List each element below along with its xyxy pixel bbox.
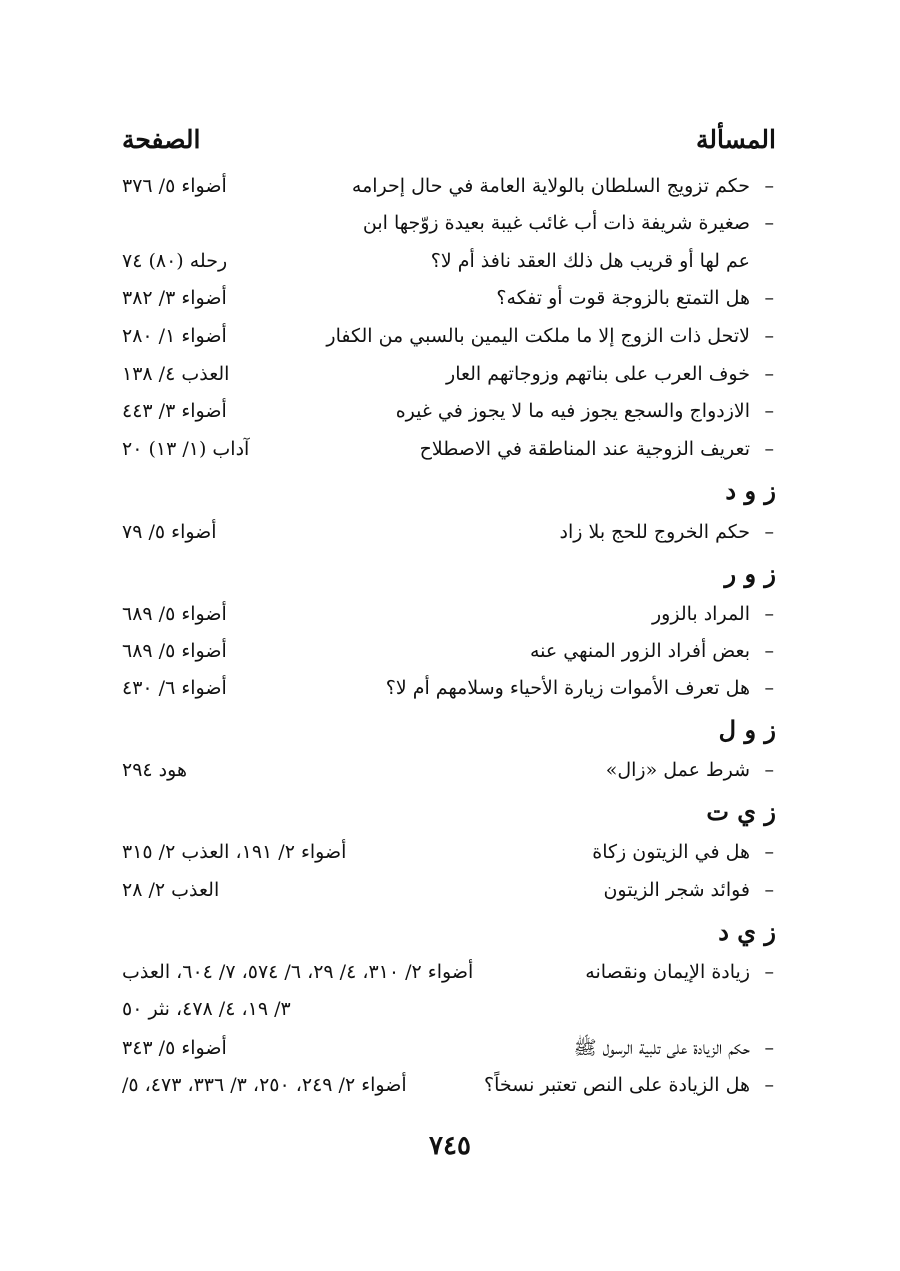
entry-dash: – (764, 175, 774, 197)
entry-dash: – (764, 521, 774, 543)
index-entry (0, 596, 900, 632)
entry-text: المراد بالزور (651, 603, 750, 625)
index-entry (0, 205, 900, 241)
entry-dash: – (764, 287, 774, 309)
entry-reference: هود ٢٩٤ (122, 759, 187, 781)
entry-text: هل تعرف الأموات زيارة الأحياء وسلامهم أم لا؟ (385, 677, 750, 699)
entry-reference: العذب ٤/ ١٣٨ (122, 363, 230, 385)
entry-dash: – (764, 400, 774, 422)
entry-reference: آداب (١/ ١٣) ٢٠ (122, 438, 250, 460)
entry-text: هل الزيادة على النص تعتبر نسخاً؟ (484, 1074, 750, 1096)
entry-dash: – (764, 1074, 774, 1096)
entry-text: هل التمتع بالزوجة قوت أو تفكه؟ (496, 287, 750, 309)
entry-dash: – (764, 325, 774, 347)
entry-text: لاتحل ذات الزوج إلا ما ملكت اليمين بالسبي من الكفار (326, 325, 750, 347)
entry-text: تعريف الزوجية عند المناطقة في الاصطلاح (419, 438, 750, 460)
entry-text: شرط عمل «زال» (605, 759, 750, 781)
entry-reference: أضواء ٢/ ٢٤٩، ٢٥٠، ٣/ ٣٣٦، ٤٧٣، ٥/ (122, 1074, 407, 1096)
entry-reference: أضواء ١/ ٢٨٠ (122, 325, 227, 347)
entry-reference: أضواء ٥/ ٧٩ (122, 521, 217, 543)
entry-text: عم لها أو قريب هل ذلك العقد نافذ أم لا؟ (430, 250, 750, 272)
entry-text: حكم تزويج السلطان بالولاية العامة في حال إحرامه (351, 175, 750, 197)
entry-reference: أضواء ٢/ ٣١٠، ٤/ ٢٩، ٦/ ٥٧٤، ٧/ ٦٠٤، العذب (122, 961, 474, 983)
entry-text: حكم الخروج للحج بلا زاد (559, 521, 750, 543)
entry-text: حكم الزيادة على تلبية الرسول ﷺ (573, 1037, 750, 1059)
entry-dash: – (764, 841, 774, 863)
index-entry (0, 872, 900, 908)
section-heading: ز و د (725, 476, 776, 505)
entry-dash: – (764, 677, 774, 699)
entry-text: خوف العرب على بناتهم وزوجاتهم العار (446, 363, 750, 385)
entry-dash: – (764, 640, 774, 662)
entry-text: صغيرة شريفة ذات أب غائب غيبة بعيدة زوّجها ابن (362, 212, 750, 234)
entry-dash: – (764, 603, 774, 625)
index-entry (0, 670, 900, 706)
entry-reference: أضواء ٦/ ٤٣٠ (122, 677, 227, 699)
entry-reference: أضواء ٣/ ٤٤٣ (122, 400, 227, 422)
section-heading: ز و ر (724, 559, 776, 588)
entry-dash: – (764, 961, 774, 983)
entry-text: بعض أفراد الزور المنهي عنه (529, 640, 750, 662)
entry-reference: أضواء ٣/ ٣٨٢ (122, 287, 227, 309)
entry-reference: أضواء ٥/ ٣٤٣ (122, 1037, 227, 1059)
entry-dash: – (764, 363, 774, 385)
entry-dash: – (764, 1037, 774, 1059)
entry-text: فوائد شجر الزيتون (603, 879, 750, 901)
index-entry (0, 431, 900, 467)
entry-dash: – (764, 212, 774, 234)
header-page: الصفحة (122, 125, 201, 154)
index-entry (0, 752, 900, 788)
index-entry (0, 834, 900, 870)
index-entry (0, 243, 900, 279)
entry-text: زيادة الإيمان ونقصانه (585, 961, 750, 983)
entry-text: هل في الزيتون زكاة (592, 841, 750, 863)
index-entry (0, 954, 900, 990)
index-entry (0, 356, 900, 392)
entry-reference: ٣/ ١٩، ٤/ ٤٧٨، نثر ٥٠ (122, 998, 291, 1020)
section-heading: ز ي د (718, 917, 776, 946)
index-entry (0, 318, 900, 354)
header-issue: المسألة (696, 125, 776, 154)
index-entry (0, 393, 900, 429)
section-heading: ز و ل (718, 715, 776, 744)
entry-reference: أضواء ٥/ ٦٨٩ (122, 640, 227, 662)
index-entry (0, 168, 900, 204)
page-number: ٧٤٥ (429, 1131, 471, 1161)
entry-reference: أضواء ٥/ ٦٨٩ (122, 603, 227, 625)
entry-dash: – (764, 759, 774, 781)
index-entry (0, 280, 900, 316)
entry-reference: أضواء ٢/ ١٩١، العذب ٢/ ٣١٥ (122, 841, 347, 863)
section-heading: ز ي ت (706, 797, 776, 826)
index-entry (0, 514, 900, 550)
entry-reference: رحله (٨٠) ٧٤ (122, 250, 228, 272)
entry-dash: – (764, 879, 774, 901)
index-entry (0, 991, 900, 1027)
entry-dash: – (764, 438, 774, 460)
index-entry (0, 1030, 900, 1066)
entry-reference: أضواء ٥/ ٣٧٦ (122, 175, 227, 197)
index-entry (0, 1067, 900, 1103)
entry-text: الازدواج والسجع يجوز فيه ما لا يجوز في غيره (395, 400, 750, 422)
entry-reference: العذب ٢/ ٢٨ (122, 879, 220, 901)
index-entry (0, 633, 900, 669)
